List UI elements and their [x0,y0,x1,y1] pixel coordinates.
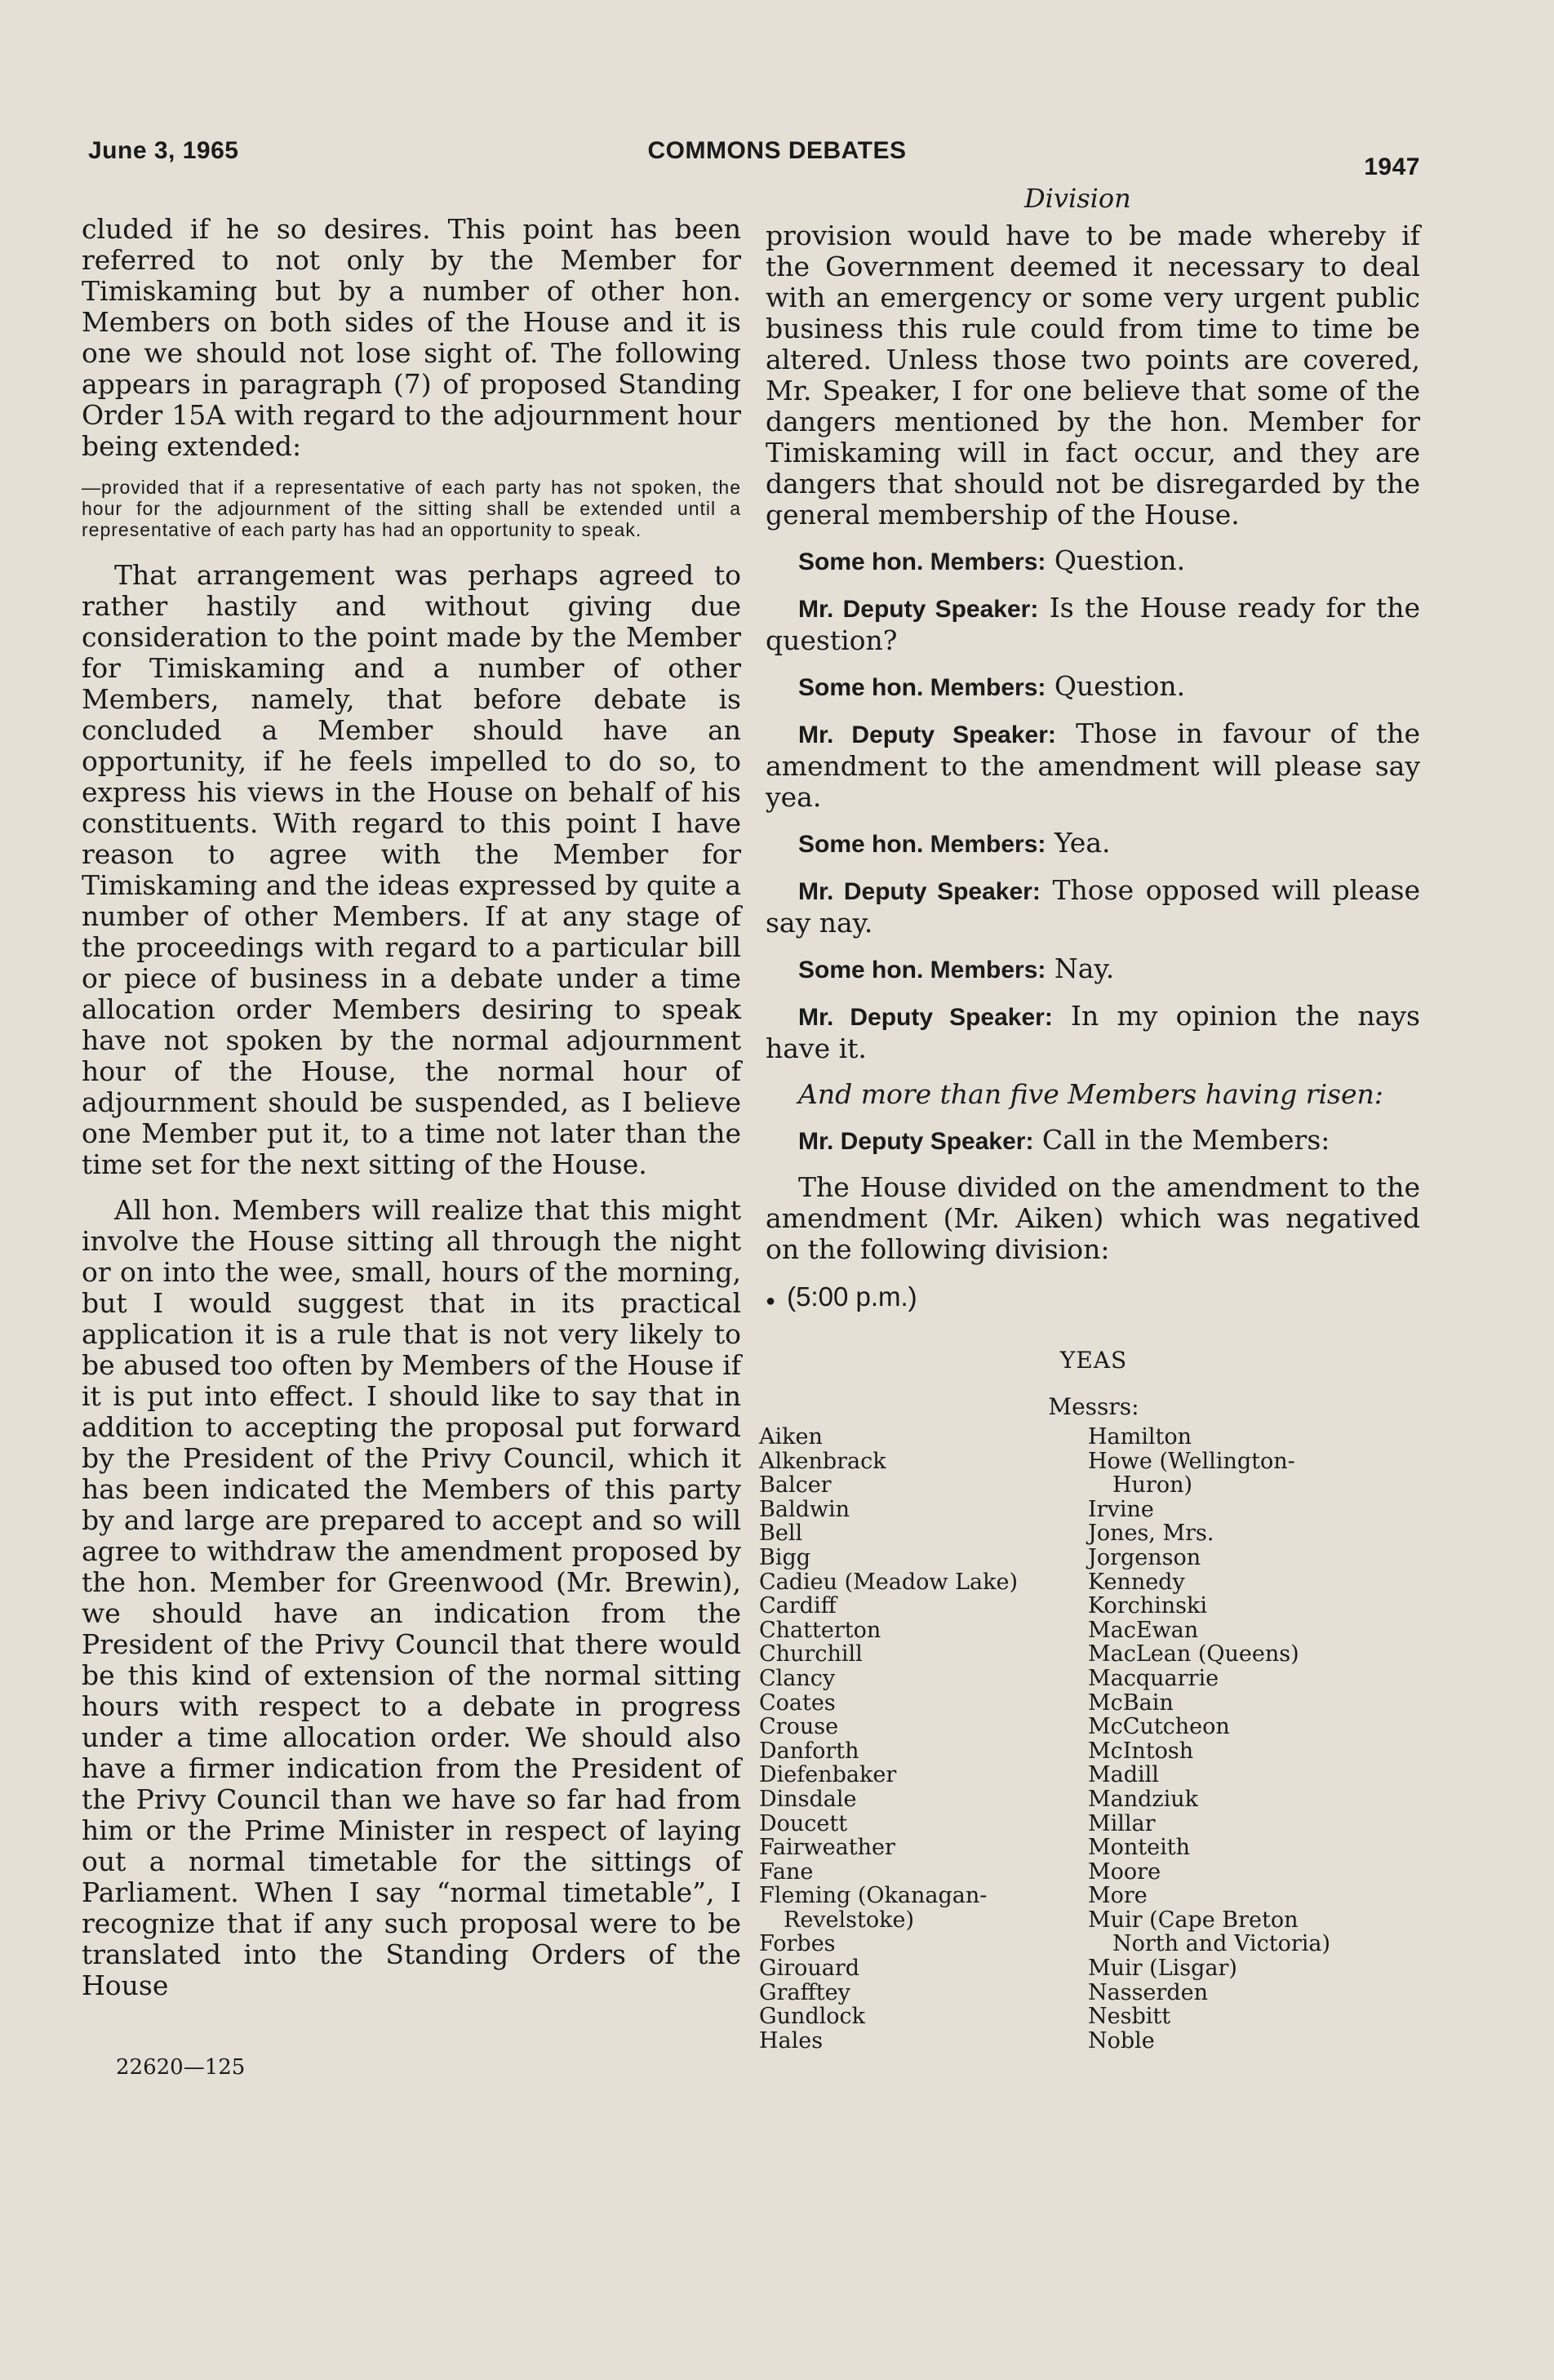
member-name: Bell [759,1521,803,1547]
time-text: (5:00 p.m.) [787,1281,917,1312]
member-name: More [1088,1883,1148,1909]
speech-text: Question. [1046,544,1186,576]
yeas-heading: YEAS [1059,1347,1128,1374]
quote-text: —provided that if a representative of each party has not spoken, the hour for the adjournment of the sitting shall be extended until a representative of each party has had an opportunity to speak. [82,477,741,540]
member-name: Clancy [759,1665,836,1691]
member-name: Forbes [759,1931,836,1957]
speaker-name: Some hon. Members: [798,831,1046,858]
member-name: Crouse [759,1714,839,1740]
speech-entry [766,875,1420,939]
speaker-name: Mr. Deputy Speaker: [798,596,1039,623]
member-name: Alkenbrack [759,1448,886,1474]
paragraph: That arrangement was perhaps agreed to rather hastily and without giving due consideration to the point made by the Member for Timiskaming and a number of other Members, namely, that before debate is concluded a Member should have an opportunity, if he feels impelled to do so, to express his views in the House on behalf of his constituents. With regard to this point I have reason to agree with the Member for Timiskaming and the ideas expressed by quite a number of other Members. If at any stage of the proceedings with regard to a particular bill or piece of business in a debate under a time allocation order Members desiring to speak have not spoken by the normal adjournment hour of the House, the normal hour of adjournment should be suspended, as I believe one Member put it, to a time not later than the time set for the next sitting of the House. [82,559,741,1180]
member-name: Fairweather [759,1835,895,1861]
footnote-code: 22620—125 [116,2055,246,2080]
paragraph: The House divided on the amendment to the amendment (Mr. Aiken) which was negatived on the following division: [766,1171,1420,1265]
member-name: Cadieu (Meadow Lake) [759,1569,1019,1595]
member-name: Diefenbaker [759,1762,897,1788]
speech-entry [766,1001,1420,1064]
member-name: Muir (Cape Breton [1088,1907,1299,1933]
header-page-number: 1947 [1364,153,1420,180]
speech-entry [766,545,1420,578]
member-name: Irvine [1088,1496,1154,1522]
section-heading: Division [1024,183,1131,214]
speech-entry [766,593,1420,656]
member-name: Mandziuk [1088,1786,1199,1812]
speaker-name: Mr. Deputy Speaker: [798,1004,1053,1031]
member-name: Danforth [759,1738,859,1764]
member-name: McCutcheon [1088,1714,1230,1740]
member-name: MacLean (Queens) [1088,1641,1299,1667]
member-name: Aiken [759,1424,823,1450]
yeas-list-left [759,1425,1069,2053]
member-name: Cardiff [759,1593,837,1619]
member-name: Balcer [759,1472,832,1499]
member-name: Kennedy [1088,1569,1185,1595]
member-name: Jorgenson [1088,1544,1201,1570]
speech-entry [766,953,1420,986]
yeas-list-right [1088,1425,1431,2053]
member-name: Muir (Lisgar) [1088,1956,1237,1982]
speech-text: In my opinion the nays have it. [766,1000,1420,1064]
speech-text: Yea. [1046,827,1111,859]
speaker-name: Mr. Deputy Speaker: [798,878,1041,905]
speaker-name: Mr. Deputy Speaker: [798,1128,1034,1155]
member-name: Noble [1088,2027,1155,2054]
speech-text: Question. [1046,670,1186,702]
member-name: Hales [759,2027,824,2054]
header-title: COMMONS DEBATES [647,137,907,164]
member-name: Coates [759,1690,836,1716]
member-name: Howe (Wellington- [1088,1448,1295,1474]
member-name: Huron) [1112,1472,1193,1499]
member-name: McBain [1088,1690,1174,1716]
speech-entry [766,718,1420,813]
member-name: Churchill [759,1641,863,1667]
member-name: North and Victoria) [1112,1931,1331,1957]
member-name: Gundlock [759,2004,866,2030]
member-name: Korchinski [1088,1593,1207,1619]
member-name: Fleming (Okanagan- [759,1883,988,1909]
member-name: Nesbitt [1088,2004,1171,2030]
speech-entry [766,671,1420,704]
speaker-name: Mr. Deputy Speaker: [798,722,1056,748]
speaker-name: Some hon. Members: [798,548,1046,575]
member-name: McIntosh [1088,1738,1194,1764]
speech-text: Those opposed will please say nay. [766,874,1420,939]
messrs-heading: Messrs: [1048,1393,1139,1420]
member-name: Monteith [1088,1835,1190,1861]
bullet-icon: ● [766,1292,776,1310]
time-marker [766,1281,1420,1317]
member-name: Chatterton [759,1617,881,1643]
member-name: Revelstoke) [784,1907,915,1933]
member-name: Bigg [759,1544,811,1570]
member-name: Dinsdale [759,1786,857,1812]
paragraph: cluded if he so desires. This point has been referred to not only by the Member for Timiskaming but by a number of other hon. Members on both sides of the House and it is one we should not lose sight of. The following appears in paragraph (7) of proposed Standing Order 15A with regard to the adjournment hour being extended: [82,213,741,462]
member-name: Doucett [759,1810,848,1836]
speech-entry [766,828,1420,860]
member-name: Girouard [759,1956,860,1982]
speech-text: Call in the Members: [1033,1124,1330,1156]
member-name: Millar [1088,1810,1156,1836]
member-name: Fane [759,1858,814,1885]
stage-direction: And more than five Members having risen: [798,1078,1383,1110]
speaker-name: Some hon. Members: [798,957,1046,984]
speech-text: Those in favour of the amendment to the amendment will please say yea. [766,717,1420,813]
member-name: Baldwin [759,1496,850,1522]
speech-text: Is the House ready for the question? [766,592,1420,656]
speech-entry [766,1125,1420,1157]
right-column [766,220,1420,1317]
header-date: June 3, 1965 [88,137,239,164]
member-name: Nasserden [1088,1979,1208,2005]
member-name: Madill [1088,1762,1159,1788]
member-name: Grafftey [759,1979,850,2005]
member-name: MacEwan [1088,1617,1199,1643]
left-column [82,214,741,2001]
paragraph: provision would have to be made whereby if the Government deemed it necessary to deal with an emergency or some very urgent public business this rule could from time to time be altered. Unless those two points are covered, Mr. Speaker, I for one believe that some of the dangers mentioned by the hon. Member for Timiskaming will in fact occur, and they are dangers that should not be disregarded by the general membership of the House. [766,220,1420,531]
quoted-standing-order [82,477,741,540]
speaker-name: Some hon. Members: [798,674,1046,701]
member-name: Macquarrie [1088,1665,1219,1691]
member-name: Jones, Mrs. [1088,1521,1214,1547]
member-name: Moore [1088,1858,1161,1885]
member-name: Hamilton [1088,1424,1192,1450]
paragraph: All hon. Members will realize that this might involve the House sitting all through the night or on into the wee, small, hours of the morning, but I would suggest that in its practical application it is a rule that is not very likely to be abused too often by Members of the House if it is put into effect. I should like to say that in addition to accepting the proposal put forward by the President of the Privy Council, which it has been indicated the Members of this party by and large are prepared to accept and so will agree to withdraw the amendment proposed by the hon. Member for Greenwood (Mr. Brewin), we should have an indication from the President of the Privy Council that there would be this kind of extension of the normal sitting hours with respect to a debate in progress under a time allocation order. We should also have a firmer indication from the President of the Privy Council than we have so far had from him or the Prime Minister in respect of laying out a normal timetable for the sittings of Parliament. When I say “normal timetable”, I recognize that if any such proposal were to be translated into the Standing Orders of the House [82,1194,741,2001]
speech-text: Nay. [1046,952,1115,984]
